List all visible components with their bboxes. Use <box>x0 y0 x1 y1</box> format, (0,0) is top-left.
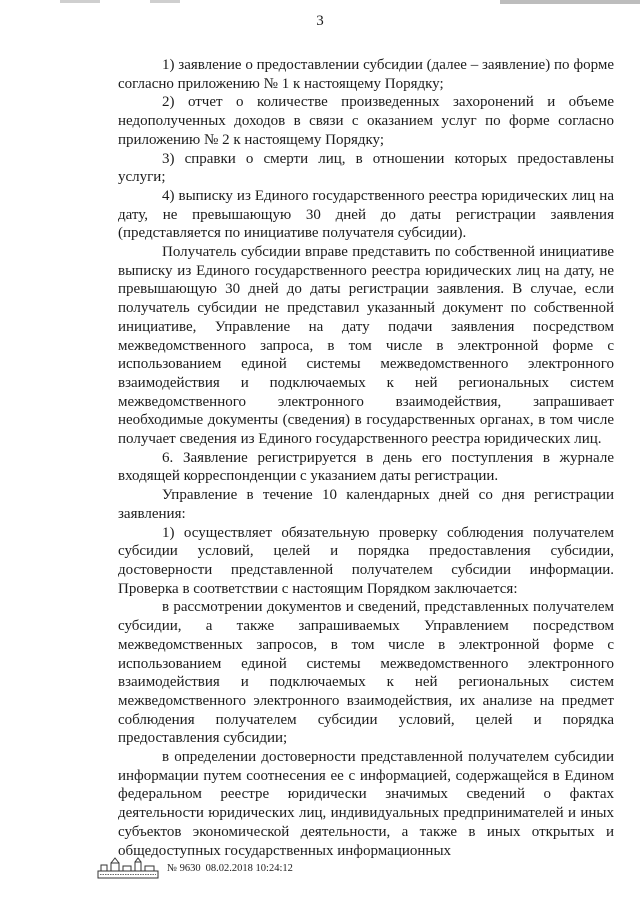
paragraph: в рассмотрении документов и сведений, представленных получателем субсидии, а также запрашиваемых Управлением посредством межведомственных запросов, в том числе в электронной форме с использованием единой системы межведомственного электронного взаимодействия и подключаемых к ней региональных систем межведомственного электронного взаимодействия, их анализе на предмет соблюдения получателем субсидии условий, целей и порядка предоставления субсидии; <box>118 599 614 747</box>
paragraph: Управление в течение 10 календарных дней со дня регистрации заявления: <box>118 487 614 522</box>
paragraph: Получатель субсидии вправе представить по собственной инициативе выписку из Единого государственного реестра юридических лиц на дату, не превышающую 30 дней до даты регистрации заявления. В случае, если получатель субсидии не представил указанный документ по собственной инициативе, Управление на дату подачи заявления посредством межведомственного запроса, в том числе в электронной форме с использованием единой системы межведомственного электронного взаимодействия и подключаемых к ней региональных систем межведомственного электронного взаимодействия, запрашивает необходимые документы (сведения) в государственных органах, в том числе получает сведения из Единого государственного реестра юридических лиц. <box>118 244 614 448</box>
page-number: 3 <box>316 13 324 29</box>
scan-artifact <box>150 0 180 3</box>
registration-footer <box>97 857 293 879</box>
document-body <box>118 56 614 860</box>
registry-logo-icon <box>97 857 159 879</box>
paragraph: в определении достоверности представленной получателем субсидии информации путем соотнесения ее с информацией, содержащейся в Едином федеральном реестре юридически значимых сведений о фактах деятельности юридических лиц, индивидуальных предпринимателей и иных субъектов экономической деятельности, а также в иных открытых и общедоступных государственных информационных <box>118 749 614 859</box>
registration-stamp <box>167 863 293 874</box>
paragraph: 4) выписку из Единого государственного реестра юридических лиц на дату, не превышающую 30 дней до даты регистрации заявления (представляется по инициативе получателя субсидии). <box>118 187 614 242</box>
registration-number: № 9630 <box>167 862 201 874</box>
scan-artifact <box>500 0 640 4</box>
scan-artifact <box>60 0 100 3</box>
paragraph: 1) заявление о предоставлении субсидии (далее – заявление) по форме согласно приложению № 1 к настоящему Порядку; <box>118 57 614 92</box>
registration-datetime: 08.02.2018 10:24:12 <box>205 862 293 874</box>
paragraph: 1) осуществляет обязательную проверку соблюдения получателем субсидии условий, целей и порядка предоставления субсидии, достоверности представленной получателем субсидии информации. Проверка в соответствии с настоящим Порядком заключается: <box>118 524 614 597</box>
paragraph: 3) справки о смерти лиц, в отношении которых предоставлены услуги; <box>118 150 614 186</box>
paragraph: 6. Заявление регистрируется в день его поступления в журнале входящей корреспонденции с указанием даты регистрации. <box>118 449 614 485</box>
paragraph: 2) отчет о количестве произведенных захоронений и объеме недополученных доходов в связи с оказанием услуг по форме согласно приложению № 2 к настоящему Порядку; <box>118 94 614 148</box>
